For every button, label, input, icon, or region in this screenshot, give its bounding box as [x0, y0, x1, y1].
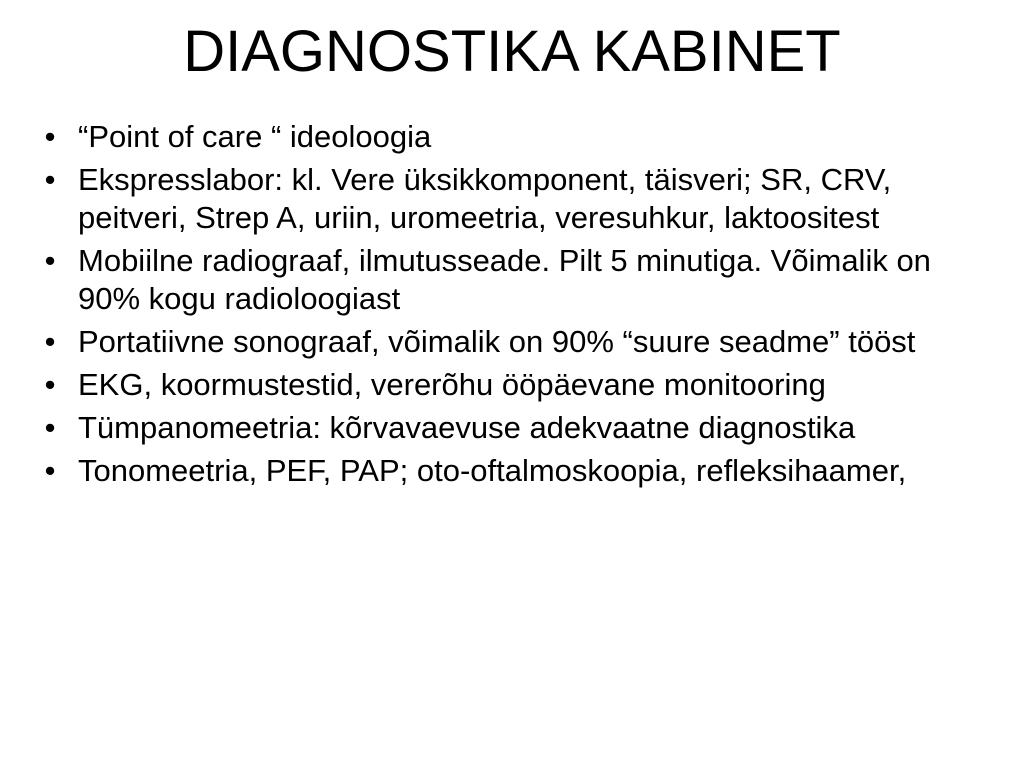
list-item	[40, 452, 1000, 490]
list-item-text: Tonomeetria, PEF, PAP; oto-oftalmoskoopia, refleksihaamer,	[78, 453, 907, 488]
list-item-text: Portatiivne sonograaf, võimalik on 90% “suure seadme” tööst	[78, 324, 916, 359]
bullet-icon: •	[44, 410, 56, 445]
list-item-text: Mobiilne radiograaf, ilmutusseade. Pilt 5 minutiga. Võimalik on 90% kogu radioloogiast	[78, 243, 931, 316]
list-item	[40, 409, 1000, 447]
list-item	[40, 161, 1000, 237]
list-item	[40, 366, 1000, 404]
bullet-icon: •	[44, 324, 56, 359]
list-item	[40, 323, 1000, 361]
bullet-icon: •	[44, 162, 56, 197]
slide-title: DIAGNOSTIKA KABINET	[183, 19, 841, 84]
list-item	[40, 118, 1000, 156]
bullet-icon: •	[44, 243, 56, 278]
bullet-icon: •	[44, 119, 56, 154]
bullet-icon: •	[44, 367, 56, 402]
list-item-text: EKG, koormustestid, vererõhu ööpäevane monitooring	[78, 367, 826, 402]
list-item-text: “Point of care “ ideoloogia	[78, 119, 432, 154]
list-item	[40, 242, 1000, 318]
bullet-list	[40, 118, 1000, 495]
list-item-text: Ekspresslabor: kl. Vere üksikkomponent, täisveri; SR, CRV, peitveri, Strep A, uriin, uromeetria, veresuhkur, laktoositest	[78, 162, 892, 235]
list-item-text: Tümpanomeetria: kõrvavaevuse adekvaatne diagnostika	[78, 410, 856, 445]
bullet-icon: •	[44, 453, 56, 488]
